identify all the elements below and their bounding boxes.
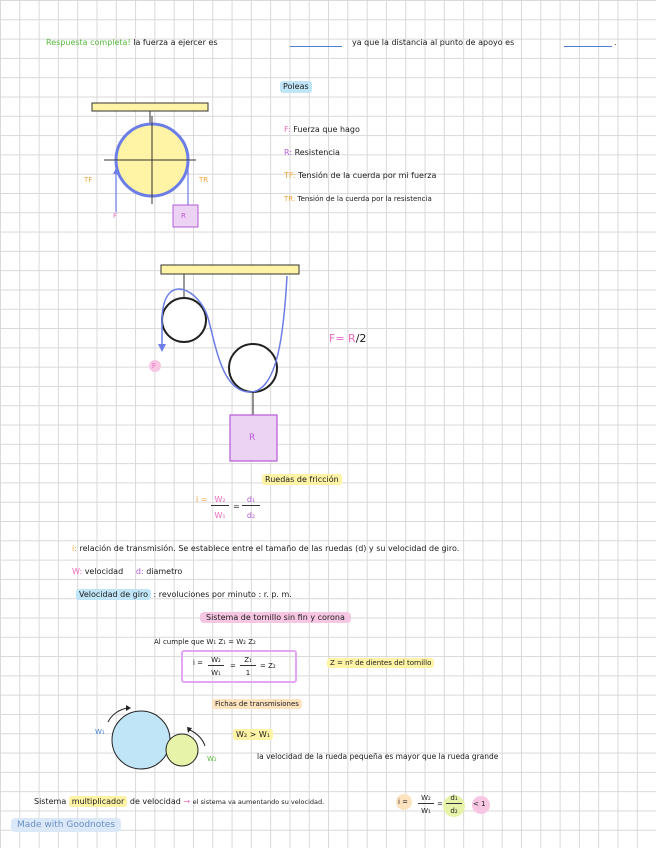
- tornillo-w1: W₁: [211, 669, 221, 677]
- friccion-w2-text: W₂: [214, 495, 226, 504]
- ficha-w1: W₁: [95, 728, 105, 736]
- rotation-arrowhead-large: [126, 705, 131, 711]
- mult-d1: d₁: [446, 793, 462, 804]
- poleas-title: Poleas: [280, 81, 312, 93]
- mult-w1: W₁: [421, 807, 431, 815]
- friccion-w-def: [72, 567, 182, 577]
- label-r-1: R: [181, 212, 186, 220]
- friccion-w1-text: W₁: [214, 511, 226, 520]
- legend-text-r: Resistencia: [294, 148, 340, 157]
- mult-arrow: →: [183, 797, 191, 806]
- label-tf: TF: [84, 176, 93, 184]
- legend-text-tr: Tensión de la cuerda por la resistencia: [297, 195, 432, 203]
- mult-w2: W₂: [418, 793, 434, 804]
- legend-key-r: R:: [284, 148, 293, 157]
- tornillo-z1: Z₁: [240, 655, 256, 666]
- pulley-formula: [329, 332, 366, 345]
- ceiling-beam-2: [161, 265, 299, 274]
- friccion-title-text: Ruedas de fricción: [262, 474, 342, 485]
- mult-desc: el sistema va aumentando su velocidad.: [192, 798, 325, 806]
- friccion-title: [262, 475, 342, 485]
- vel-rest: : revoluciones por minuto : r. p. m.: [153, 590, 292, 599]
- tornillo-den: 1: [245, 669, 251, 677]
- w-key: W:: [72, 567, 83, 576]
- tornillo-eq: =: [230, 662, 236, 670]
- mult-i: i =: [398, 798, 409, 806]
- friccion-definition: [72, 544, 459, 554]
- mult-eq: =: [437, 800, 443, 808]
- ficha-ineq: [233, 730, 273, 740]
- legend-item-tf: [284, 171, 436, 181]
- friccion-eq: =: [233, 502, 240, 511]
- answer-end: .: [614, 38, 617, 47]
- answer-mid2: ya que la distancia al punto de apoyo es: [352, 38, 515, 47]
- def-key: i:: [72, 544, 77, 553]
- pulley-formula-lhs: F= R: [329, 332, 356, 345]
- label-f-2: F: [152, 362, 157, 370]
- small-wheel: [166, 734, 198, 766]
- tornillo-w2: W₂: [208, 655, 224, 666]
- w-text: velocidad: [84, 567, 124, 576]
- large-wheel: [112, 711, 170, 769]
- legend-text-tf: Tensión de la cuerda por mi fuerza: [298, 171, 437, 180]
- force-arrow-2: [158, 344, 166, 352]
- mult-d2: d₂: [450, 807, 458, 815]
- tornillo-note-text: Z = nº de dientes del tornillo: [327, 658, 434, 668]
- answer-mid: la fuerza a ejercer es: [133, 38, 218, 47]
- friccion-d1: [242, 495, 260, 506]
- tornillo-title-text: Sistema de tornillo sin fin y corona: [200, 612, 351, 623]
- goodnotes-badge[interactable]: Made with Goodnotes: [11, 818, 121, 832]
- friccion-w1: [211, 511, 229, 521]
- d-text: diametro: [146, 567, 183, 576]
- tornillo-cumple: Al cumple que W₁ Z₁ = W₂ Z₂: [154, 638, 256, 646]
- mult-line: [34, 797, 324, 807]
- legend-key-f: F:: [284, 125, 291, 134]
- ficha-w2: W₂: [207, 755, 217, 763]
- mult-hl: multiplicador: [69, 796, 128, 807]
- tornillo-title: [200, 613, 351, 623]
- rotation-arrowhead-small: [187, 727, 192, 733]
- label-tr: TR: [199, 176, 209, 184]
- legend-item-r: [284, 148, 340, 158]
- friccion-velocidad: [76, 590, 292, 600]
- friccion-d2-text: d₂: [246, 511, 256, 520]
- mult-pre: Sistema: [34, 797, 67, 806]
- friccion-d2: [242, 511, 260, 521]
- ficha-title: [212, 699, 302, 709]
- friccion-i: i =: [196, 495, 208, 504]
- legend-key-tr: TR:: [284, 195, 296, 203]
- friccion-w2: [211, 495, 229, 506]
- tornillo-note: [327, 658, 434, 668]
- ficha-title-text: Fichas de transmisiones: [212, 699, 302, 709]
- legend-item-tr: [284, 194, 432, 204]
- friccion-formula: [196, 495, 207, 505]
- legend-text-f: Fuerza que hago: [293, 125, 360, 134]
- label-f-1: F: [113, 212, 118, 220]
- mult-post: de velocidad: [129, 797, 181, 806]
- mult-lt: < 1: [473, 800, 486, 808]
- d-key: d:: [135, 567, 144, 576]
- pulley-formula-rhs: /2: [355, 332, 367, 345]
- ficha-desc: la velocidad de la rueda pequeña es mayor que la rueda grande: [257, 752, 499, 761]
- vel-label: Velocidad de giro: [76, 589, 151, 600]
- tornillo-z2: = Z₂: [260, 662, 276, 670]
- label-r-2: R: [249, 433, 256, 443]
- def-text: relación de transmisión. Se establece entre el tamaño de las ruedas (d) y su velocidad de giro.: [79, 544, 460, 553]
- ficha-ineq-text: W₂ > W₁: [233, 729, 273, 740]
- friccion-d1-text: d₁: [246, 495, 256, 504]
- legend-item-f: [284, 125, 360, 135]
- pulley-wheel-2a: [162, 298, 206, 342]
- answer-prefix: Respuesta completa!: [46, 38, 131, 47]
- ceiling-beam-1: [92, 103, 208, 111]
- legend-key-tf: TF:: [284, 171, 296, 180]
- pulley-wheel-2b: [229, 344, 277, 392]
- tornillo-i: i =: [193, 659, 204, 667]
